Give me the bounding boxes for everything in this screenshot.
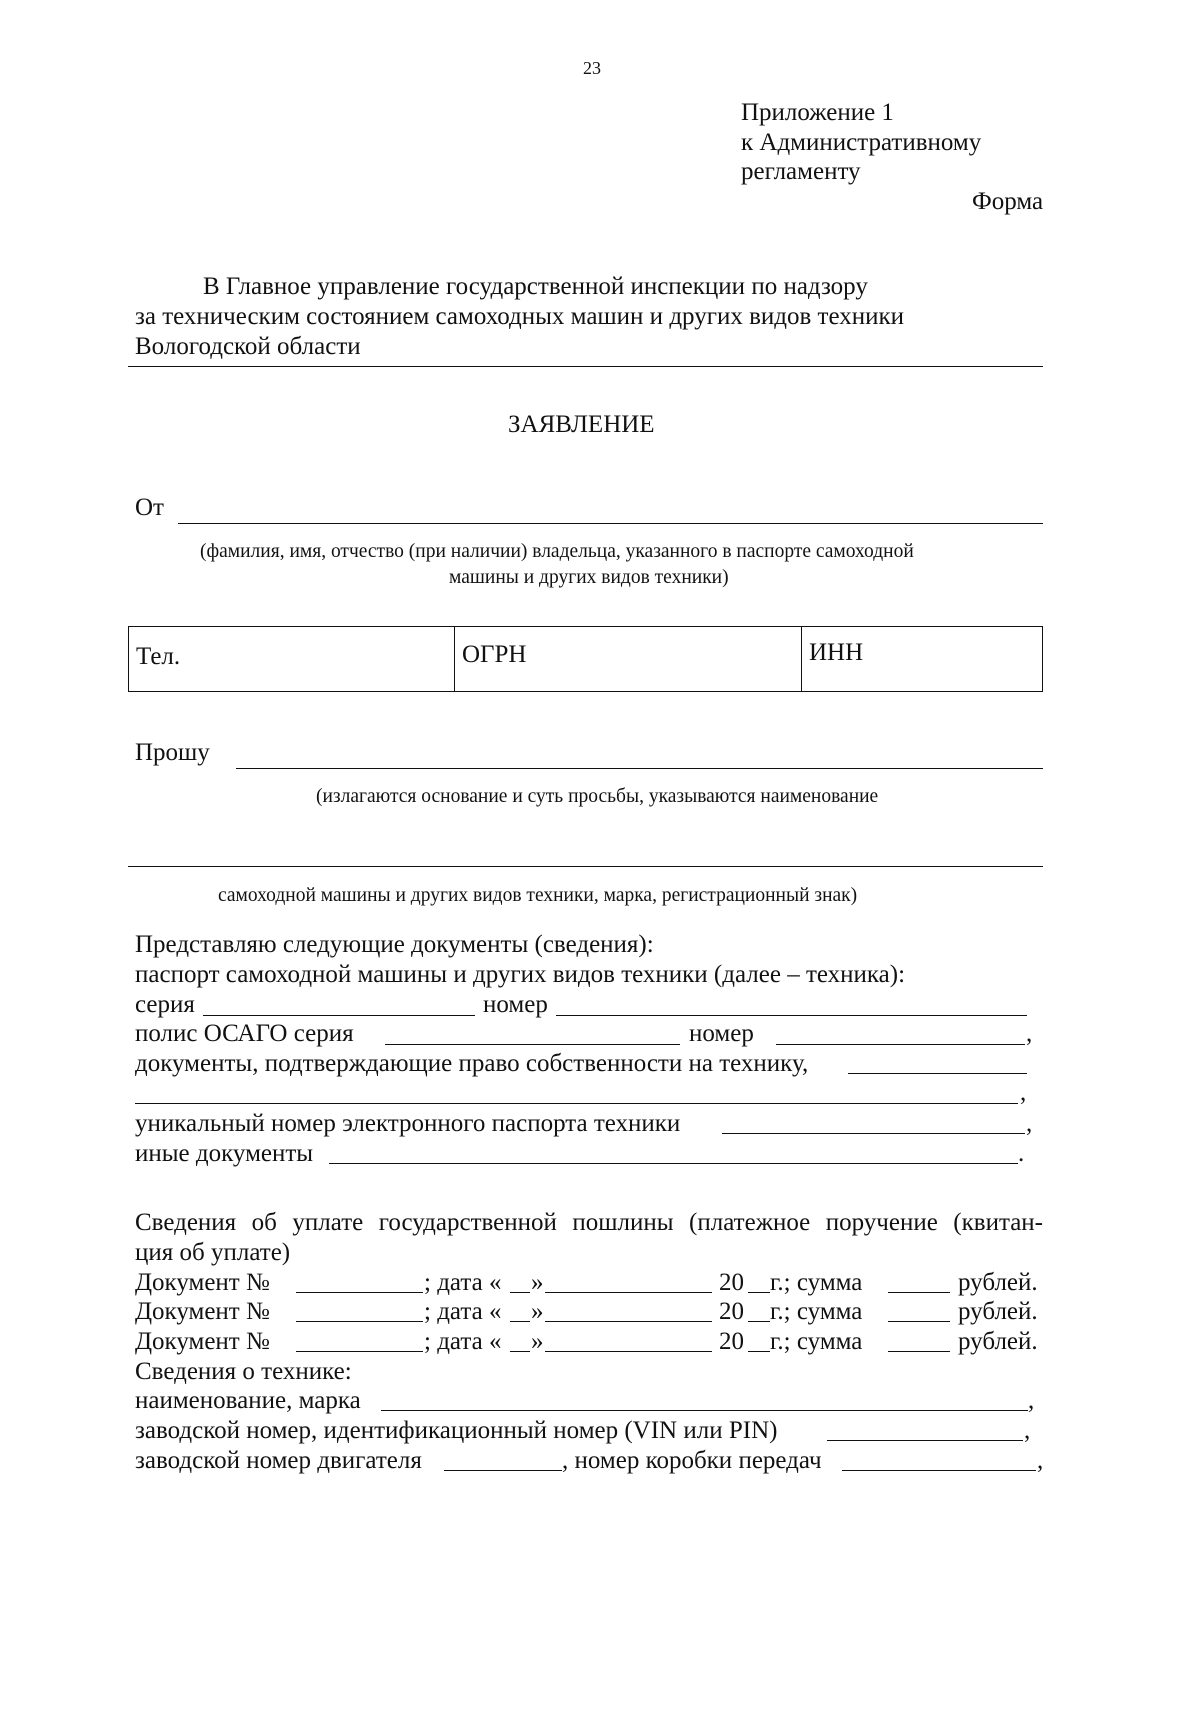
- table-divider: [801, 627, 802, 691]
- payment-day-input[interactable]: [510, 1292, 530, 1293]
- document-title: ЗАЯВЛЕНИЕ: [508, 411, 655, 438]
- vehicle-heading: Сведения о технике:: [135, 1358, 352, 1385]
- payment-quote-close: »: [531, 1269, 544, 1296]
- request-input-line-2[interactable]: [128, 866, 1043, 867]
- factory-vin-label: заводской номер, идентификационный номер (VIN или PIN): [135, 1417, 778, 1444]
- addressee-line-3: Вологодской области: [135, 333, 361, 360]
- payment-quote-close: »: [531, 1298, 544, 1325]
- factory-vin-input[interactable]: [827, 1440, 1023, 1441]
- form-label: Форма: [972, 188, 1044, 215]
- osago-number-input[interactable]: [776, 1044, 1025, 1045]
- table-divider: [454, 627, 455, 691]
- payment-amount-input[interactable]: [888, 1351, 950, 1352]
- other-docs-label: иные документы: [135, 1140, 314, 1167]
- payment-year-input[interactable]: [748, 1292, 770, 1293]
- payment-year-prefix: 20: [719, 1328, 744, 1355]
- payment-heading-line-2: ция об уплате): [135, 1239, 291, 1266]
- payment-year-prefix: 20: [719, 1298, 744, 1325]
- series-input[interactable]: [203, 1015, 475, 1016]
- payment-currency: рублей.: [958, 1298, 1038, 1325]
- gearbox-number-input[interactable]: [842, 1470, 1036, 1471]
- payment-day-input[interactable]: [510, 1321, 530, 1322]
- payment-doc-number-input[interactable]: [296, 1351, 423, 1352]
- osago-series-input[interactable]: [385, 1044, 680, 1045]
- payment-month-input[interactable]: [545, 1321, 712, 1322]
- from-input-line[interactable]: [178, 523, 1043, 524]
- payment-currency: рублей.: [958, 1328, 1038, 1355]
- number-label: номер: [483, 991, 548, 1018]
- engine-number-label: заводской номер двигателя: [135, 1447, 422, 1474]
- series-label: серия: [135, 991, 195, 1018]
- addressee-underline: [128, 366, 1043, 367]
- contacts-table: [128, 626, 1043, 692]
- engine-number-input[interactable]: [444, 1470, 562, 1471]
- payment-currency: рублей.: [958, 1269, 1038, 1296]
- ogrn-cell[interactable]: ОГРН: [462, 641, 527, 668]
- payment-doc-label: Документ №: [135, 1298, 270, 1325]
- period: .: [1018, 1140, 1025, 1167]
- payment-doc-label: Документ №: [135, 1269, 270, 1296]
- number-input[interactable]: [556, 1015, 1027, 1016]
- request-hint-line-1: (излагаются основание и суть просьбы, указываются наименование: [316, 786, 879, 807]
- inn-cell[interactable]: ИНН: [809, 639, 864, 666]
- from-label: От: [135, 494, 164, 521]
- payment-doc-number-input[interactable]: [296, 1321, 423, 1322]
- appendix-line-1: Приложение 1: [741, 99, 894, 126]
- payment-year-prefix: 20: [719, 1269, 744, 1296]
- payment-year-suffix: г.; сумма: [770, 1328, 863, 1355]
- gearbox-number-label: , номер коробки передач: [562, 1447, 822, 1474]
- payment-month-input[interactable]: [545, 1292, 712, 1293]
- payment-day-input[interactable]: [510, 1351, 530, 1352]
- comma: ,: [1024, 1417, 1031, 1444]
- payment-date-label: ; дата «: [424, 1328, 502, 1355]
- osago-series-label: полис ОСАГО серия: [135, 1020, 354, 1047]
- payment-doc-label: Документ №: [135, 1328, 270, 1355]
- payment-date-label: ; дата «: [424, 1298, 502, 1325]
- payment-year-input[interactable]: [748, 1321, 770, 1322]
- name-brand-input[interactable]: [381, 1410, 1028, 1411]
- documents-intro: Представляю следующие документы (сведения):: [135, 931, 654, 958]
- epassport-input[interactable]: [722, 1133, 1025, 1134]
- other-docs-input[interactable]: [329, 1163, 1018, 1164]
- request-label: Прошу: [135, 739, 210, 766]
- payment-heading-line-1: Сведения об уплате государственной пошлины (платежное поручение (квитан-: [135, 1209, 1043, 1236]
- payment-amount-input[interactable]: [888, 1292, 950, 1293]
- name-brand-label: наименование, марка: [135, 1387, 361, 1414]
- comma: ,: [1026, 1020, 1033, 1047]
- comma: ,: [1028, 1387, 1035, 1414]
- page-number: 23: [583, 58, 601, 78]
- appendix-line-3: регламенту: [741, 158, 861, 185]
- ownership-docs-label: документы, подтверждающие право собственности на технику,: [135, 1050, 809, 1077]
- payment-year-input[interactable]: [748, 1351, 770, 1352]
- osago-number-label: номер: [689, 1020, 754, 1047]
- passport-line: паспорт самоходной машины и других видов техники (далее – техника):: [135, 961, 906, 988]
- ownership-docs-input-1[interactable]: [848, 1073, 1027, 1074]
- payment-month-input[interactable]: [545, 1351, 712, 1352]
- comma: ,: [1026, 1110, 1033, 1137]
- payment-year-suffix: г.; сумма: [770, 1269, 863, 1296]
- from-hint-line-1: (фамилия, имя, отчество (при наличии) владельца, указанного в паспорте самоходной: [200, 541, 914, 562]
- request-hint-line-2: самоходной машины и других видов техники, марка, регистрационный знак): [218, 885, 858, 906]
- payment-quote-close: »: [531, 1328, 544, 1355]
- payment-date-label: ; дата «: [424, 1269, 502, 1296]
- phone-cell[interactable]: Тел.: [136, 643, 181, 670]
- epassport-label: уникальный номер электронного паспорта техники: [135, 1110, 681, 1137]
- comma: ,: [1020, 1079, 1027, 1106]
- comma: ,: [1037, 1447, 1044, 1474]
- addressee-line-2: за техническим состоянием самоходных машин и других видов техники: [135, 303, 905, 330]
- ownership-docs-input-2[interactable]: [135, 1103, 1018, 1104]
- appendix-line-2: к Административному: [741, 129, 982, 156]
- payment-doc-number-input[interactable]: [296, 1292, 423, 1293]
- from-hint-line-2: машины и других видов техники): [449, 567, 729, 588]
- addressee-line-1: В Главное управление государственной инспекции по надзору: [203, 273, 868, 300]
- payment-year-suffix: г.; сумма: [770, 1298, 863, 1325]
- request-input-line-1[interactable]: [236, 768, 1043, 769]
- payment-amount-input[interactable]: [888, 1321, 950, 1322]
